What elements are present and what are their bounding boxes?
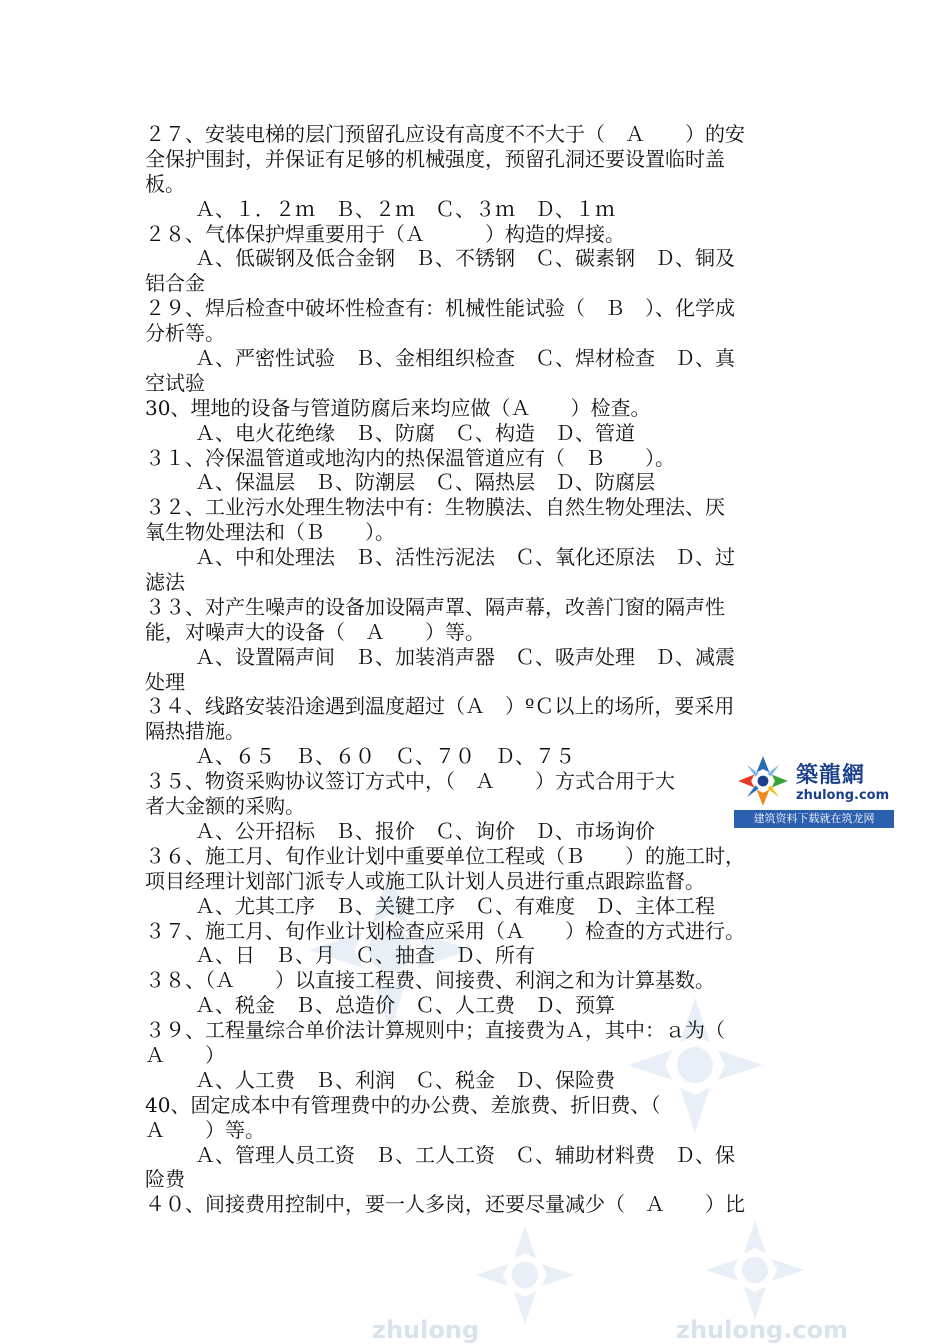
answer-options-line: Ａ、６５ Ｂ、６０ Ｃ、７０ Ｄ、７５ [195, 744, 575, 769]
question-text-line: 者大金额的采购。 [145, 794, 305, 819]
question-text-line: ４０、间接费用控制中，要一人多岗，还要尽量减少（ Ａ ）比 [145, 1192, 745, 1217]
answer-options-line: Ａ、１．２ｍ Ｂ、２ｍ Ｃ、３ｍ Ｄ、１ｍ [195, 196, 615, 221]
question-text-line: 全保护围封，并保证有足够的机械强度，预留孔洞还要设置临时盖 [145, 146, 725, 171]
question-text-line: 滤法 [145, 570, 185, 595]
question-text-line: ３５、物资采购协议签订方式中，（ Ａ ）方式合用于大 [145, 769, 675, 794]
question-text-line: ３９、工程量综合单价法计算规则中；直接费为Ａ，其中：ａ为（ [145, 1018, 725, 1043]
question-text-line: ２９、焊后检查中破坏性检查有：机械性能试验（ Ｂ ）、化学成 [145, 296, 735, 321]
watermark-snowflake-icon [470, 1220, 580, 1330]
question-text-line: ３６、施工月、旬作业计划中重要单位工程或（Ｂ ）的施工时， [145, 843, 745, 868]
answer-options-line: Ａ、设置隔声间 Ｂ、加装消声器 Ｃ、吸声处理 Ｄ、减震 [195, 644, 735, 669]
question-list [145, 122, 810, 1217]
answer-options-line: Ａ、税金 Ｂ、总造价 Ｃ、人工费 Ｄ、预算 [195, 993, 615, 1018]
question-text-line: ３４、线路安装沿途遇到温度超过（Ａ ）ºＣ以上的场所，要采用 [145, 694, 735, 719]
question-text-line: 能，对噪声大的设备（ Ａ ）等。 [145, 619, 485, 644]
logo-slogan: 建筑资料下载就在筑龙网 [734, 810, 894, 828]
answer-options-line: Ａ、管理人员工资 Ｂ、工人工资 Ｃ、辅助材料费 Ｄ、保 [195, 1142, 735, 1167]
question-text-line: 40、固定成本中有管理费中的办公费、差旅费、折旧费、（ [145, 1092, 661, 1117]
watermark-text-left: zhulong [372, 1316, 480, 1344]
question-text-line: 隔热措施。 [145, 719, 245, 744]
question-text-line: 30、埋地的设备与管道防腐后来均应做（Ａ ）检查。 [145, 395, 651, 420]
answer-options-line: Ａ、低碳钢及低合金钢 Ｂ、不锈钢 Ｃ、碳素钢 Ｄ、铜及 [195, 246, 735, 271]
question-text-line: 板。 [145, 171, 185, 196]
question-text-line: Ａ ） [145, 1042, 225, 1067]
question-text-line: 氧生物处理法和（Ｂ ）。 [145, 520, 395, 545]
question-text-line: Ａ ）等。 [145, 1117, 265, 1142]
answer-options-line: Ａ、电火花绝缘 Ｂ、防腐 Ｃ、构造 Ｄ、管道 [195, 420, 635, 445]
zhulong-snowflake-icon [736, 754, 790, 808]
answer-options-line: Ａ、中和处理法 Ｂ、活性污泥法 Ｃ、氧化还原法 Ｄ、过 [195, 545, 735, 570]
watermark-text-right: zhulong.com [676, 1316, 848, 1344]
question-text-line: ２７、安装电梯的层门预留孔应设有高度不不大于（ Ａ ）的安 [145, 122, 745, 146]
question-text-line: ３３、对产生噪声的设备加设隔声罩、隔声幕，改善门窗的隔声性 [145, 594, 725, 619]
answer-options-line: Ａ、公开招标 Ｂ、报价 Ｃ、询价 Ｄ、市场询价 [195, 818, 655, 843]
question-text-line: 项目经理计划部门派专人或施工队计划人员进行重点跟踪监督。 [145, 868, 705, 893]
logo-name: 築龍網 [796, 763, 866, 788]
question-text-line: 铝合金 [145, 271, 205, 296]
answer-options-line: Ａ、尤其工序 Ｂ、关键工序 Ｃ、有难度 Ｄ、主体工程 [195, 893, 715, 918]
logo-domain: zhulong.com [796, 788, 890, 803]
zhulong-logo [734, 752, 894, 830]
question-text-line: ２８、气体保护焊重要用于（Ａ ）构造的焊接。 [145, 221, 625, 246]
answer-options-line: Ａ、人工费 Ｂ、利润 Ｃ、税金 Ｄ、保险费 [195, 1067, 615, 1092]
question-text-line: ３８、（Ａ ）以直接工程费、间接费、利润之和为计算基数。 [145, 968, 715, 993]
question-text-line: 空试验 [145, 370, 205, 395]
question-text-line: 处理 [145, 669, 185, 694]
watermark-snowflake-icon [700, 1215, 810, 1325]
question-text-line: 分析等。 [145, 321, 225, 346]
answer-options-line: Ａ、日 Ｂ、月 Ｃ、抽查 Ｄ、所有 [195, 943, 535, 968]
question-text-line: 险费 [145, 1167, 185, 1192]
question-text-line: ３１、冷保温管道或地沟内的热保温管道应有（ Ｂ ）。 [145, 445, 675, 470]
answer-options-line: Ａ、保温层 Ｂ、防潮层 Ｃ、隔热层 Ｄ、防腐层 [195, 470, 655, 495]
question-text-line: ３２、工业污水处理生物法中有：生物膜法、自然生物处理法、厌 [145, 495, 725, 520]
answer-options-line: Ａ、严密性试验 Ｂ、金相组织检查 Ｃ、焊材检查 Ｄ、真 [195, 346, 735, 371]
question-text-line: ３７、施工月、旬作业计划检查应采用（Ａ ）检查的方式进行。 [145, 918, 745, 943]
